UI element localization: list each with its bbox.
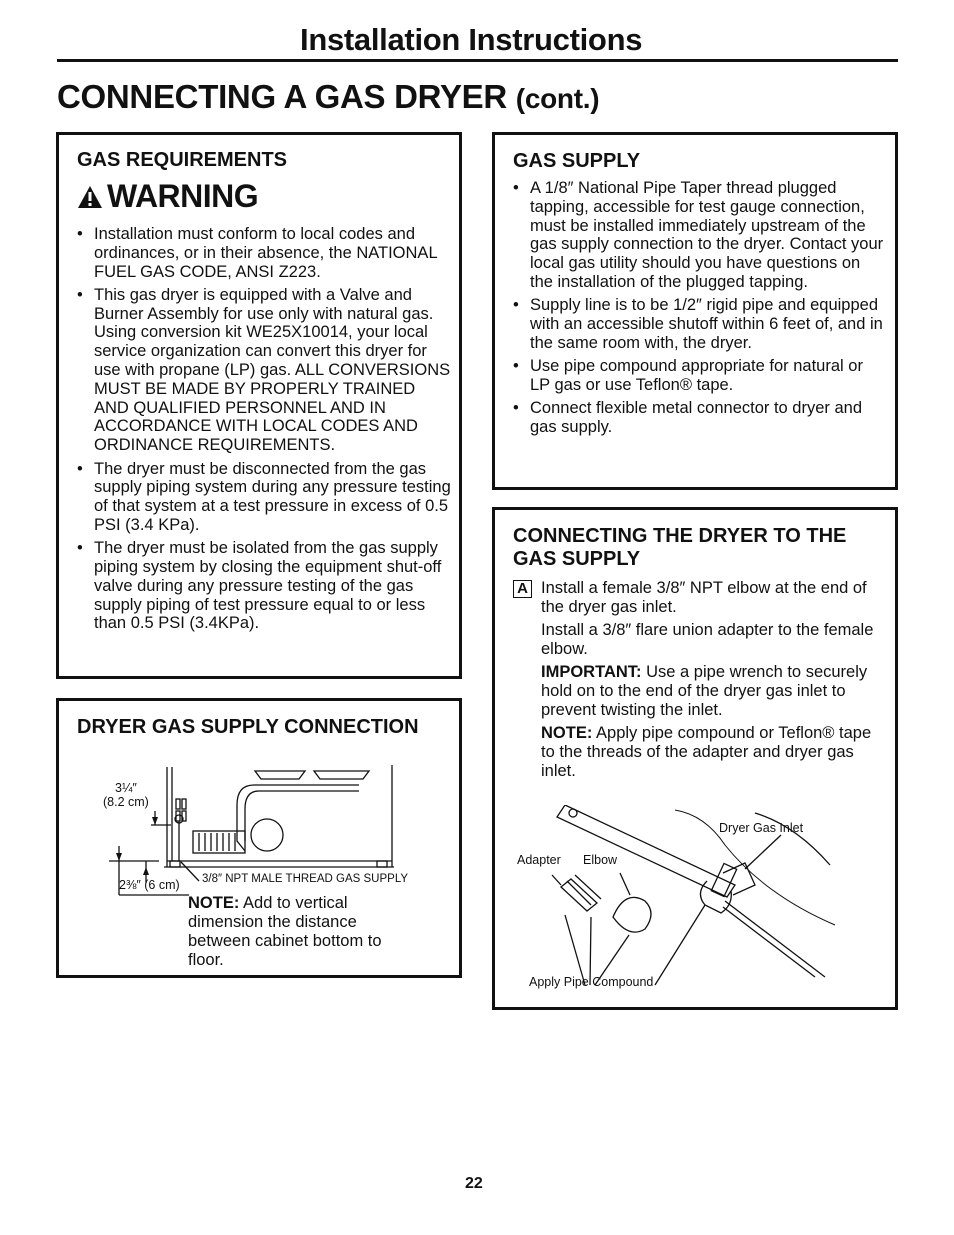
note-label: NOTE: bbox=[188, 894, 240, 912]
dryer-gas-supply-heading: DRYER GAS SUPPLY CONNECTION bbox=[77, 716, 419, 738]
connecting-box bbox=[492, 507, 898, 1010]
list-item: • A 1/8″ National Pipe Taper thread plugged tapping, accessible for test gauge connection, must be installed immediately upstream of the gas supply connection to the dryer. Contact your local gas utility should you have questions on the installation of the plugged tapping. bbox=[513, 179, 887, 292]
page-number: 22 bbox=[465, 1175, 483, 1192]
gas-supply-list bbox=[513, 179, 887, 437]
gas-supply-heading: GAS SUPPLY bbox=[513, 150, 641, 172]
warning-banner bbox=[77, 178, 451, 215]
gas-requirements-heading: GAS REQUIREMENTS bbox=[77, 149, 288, 171]
dim-top-in: 3¼″ bbox=[115, 781, 137, 795]
step-text: Install a female 3/8″ NPT elbow at the end of the dryer gas inlet. bbox=[541, 579, 867, 616]
dim-top-cm: (8.2 cm) bbox=[103, 795, 149, 809]
important-label: IMPORTANT: bbox=[541, 663, 642, 682]
page-title-suffix: (cont.) bbox=[515, 83, 600, 114]
list-item: • The dryer must be disconnected from the gas supply piping system during any pressure testing of that system at a test pressure in excess of 0.5 PSI (3.4 KPa). bbox=[77, 460, 451, 535]
diagram-note bbox=[188, 894, 418, 970]
list-item: • Installation must conform to local codes and ordinances, or in their absence, the NATIONAL FUEL GAS CODE, ANSI Z223. bbox=[77, 225, 451, 281]
list-item: • Use pipe compound appropriate for natural or LP gas or use Teflon® tape. bbox=[513, 357, 887, 395]
list-item: • Connect flexible metal connector to dryer and gas supply. bbox=[513, 399, 887, 437]
dryer-gas-supply-box bbox=[56, 698, 462, 978]
connecting-heading: CONNECTING THE DRYER TO THE GAS SUPPLY bbox=[513, 525, 847, 570]
gas-requirements-box bbox=[56, 132, 462, 679]
dim-bottom-label: 2⅜″ (6 cm) bbox=[119, 878, 180, 892]
gas-requirements-list bbox=[77, 225, 451, 633]
step-letter: A bbox=[513, 580, 532, 598]
note-text: Add to vertical dimension the distance between cabinet bottom to floor. bbox=[188, 894, 382, 969]
label-apply-pipe-compound: Apply Pipe Compound bbox=[529, 975, 654, 989]
header-rule bbox=[57, 59, 898, 62]
label-elbow: Elbow bbox=[583, 853, 618, 867]
warning-triangle-icon bbox=[77, 185, 103, 209]
label-dryer-gas-inlet: Dryer Gas Inlet bbox=[719, 821, 804, 835]
step-a bbox=[513, 579, 887, 617]
note-paragraph bbox=[513, 724, 887, 780]
page-title-main: CONNECTING A GAS DRYER bbox=[57, 78, 507, 115]
step-text-2: Install a 3/8″ flare union adapter to the female elbow. bbox=[541, 621, 874, 658]
header-title: Installation Instructions bbox=[300, 22, 643, 57]
list-item: • The dryer must be isolated from the gas supply piping system by closing the equipment shut-off valve during any pressure testing of the gas supply piping of test pressure equal to or less than 0.5 PSI (3.4KPa). bbox=[77, 539, 451, 633]
dim-top-label bbox=[103, 781, 149, 809]
important-text: Use a pipe wrench to securely hold on to the end of the dryer gas inlet to prevent twisting the inlet. bbox=[541, 663, 868, 719]
list-item: • Supply line is to be 1/2″ rigid pipe and equipped with an accessible shutoff within 6 feet of, and in the same room with, the dryer. bbox=[513, 296, 887, 352]
note-label: NOTE: bbox=[541, 724, 593, 743]
warning-label: WARNING bbox=[107, 178, 259, 214]
connecting-steps bbox=[513, 579, 887, 780]
page-title bbox=[57, 78, 599, 116]
note-text: Apply pipe compound or Teflon® tape to the threads of the adapter and dryer gas inlet. bbox=[541, 724, 872, 780]
thread-label: 3/8″ NPT MALE THREAD GAS SUPPLY bbox=[202, 873, 409, 885]
label-adapter: Adapter bbox=[517, 853, 561, 867]
list-item: • This gas dryer is equipped with a Valve and Burner Assembly for use only with natural gas. Using conversion kit WE25X10014, your local service organization can convert this dryer for use with propane (LP) gas. ALL CONVERSIONS MUST BE MADE BY PROPERLY TRAINED AND QUALIFIED PERSONNEL AND IN ACCORDANCE WITH LOCAL CODES AND ORDINANCE REQUIREMENTS. bbox=[77, 286, 451, 455]
gas-supply-box bbox=[492, 132, 898, 490]
important-paragraph bbox=[513, 663, 887, 719]
